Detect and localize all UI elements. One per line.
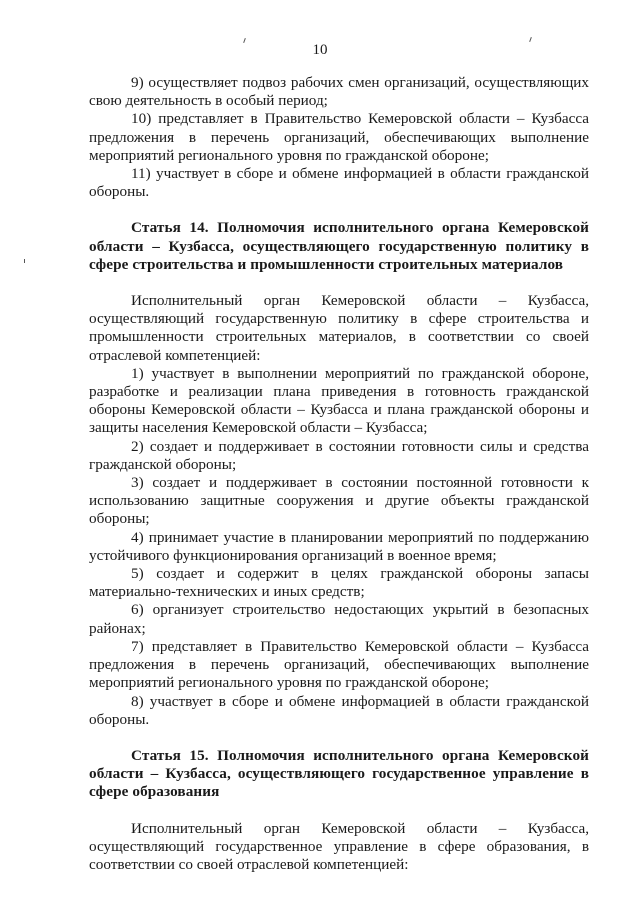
list-item: 10) представляет в Правительство Кемеровской области – Кузбасса предложения в перечень организаций, обеспечивающих выполнение мероприятий регионального уровня по гражданской обороне; [89, 110, 589, 164]
list-item: 8) участвует в сборе и обмене информацией в области гражданской обороны. [89, 692, 589, 728]
article-14-heading: Статья 14. Полномочия исполнительного органа Кемеровской области – Кузбасса, осуществляющего государственную политику в сфере строительства и промышленности строительных материалов [89, 219, 589, 273]
article-15-heading: Статья 15. Полномочия исполнительного органа Кемеровской области – Кузбасса, осуществляющего государственное управление в сфере образования [89, 746, 589, 801]
scan-mark [24, 259, 25, 263]
document-body [89, 74, 589, 874]
page-number: 10 [312, 42, 328, 58]
list-item: 3) создает и поддерживает в состоянии постоянной готовности к использованию защитные сооружения и другие объекты гражданской обороны; [89, 474, 589, 528]
list-item: 7) представляет в Правительство Кемеровской области – Кузбасса предложения в перечень организаций, обеспечивающих выполнение мероприятий регионального уровня по гражданской обороне; [89, 637, 589, 692]
list-item: 1) участвует в выполнении мероприятий по гражданской обороне, разработке и реализации плана приведения в готовность гражданской обороны Кемеровской области – Кузбасса и плана гражданской обороны и защиты населения Кемеровской области – Кузбасса; [89, 364, 589, 437]
list-item: 11) участвует в сборе и обмене информацией в области гражданской обороны. [89, 165, 589, 201]
list-item: 9) осуществляет подвоз рабочих смен организаций, осуществляющих свою деятельность в особый период; [89, 74, 589, 110]
list-item: 4) принимает участие в планировании мероприятий по поддержанию устойчивого функционирования организаций в военное время; [89, 528, 589, 564]
list-item: 5) создает и содержит в целях гражданской обороны запасы материально-технических и иных средств; [89, 565, 589, 601]
article-15-intro: Исполнительный орган Кемеровской области – Кузбасса, осуществляющий государственное управление в сфере образования, в соответствии со своей отраслевой компетенцией: [89, 819, 589, 873]
article-14-intro: Исполнительный орган Кемеровской области – Кузбасса, осуществляющий государственную политику в сфере строительства и промышленности строительных материалов, в соответствии со своей отраслевой компетенцией: [89, 292, 589, 364]
list-item: 2) создает и поддерживает в состоянии готовности силы и средства гражданской обороны; [89, 437, 589, 473]
list-item: 6) организует строительство недостающих укрытий в безопасных районах; [89, 601, 589, 637]
